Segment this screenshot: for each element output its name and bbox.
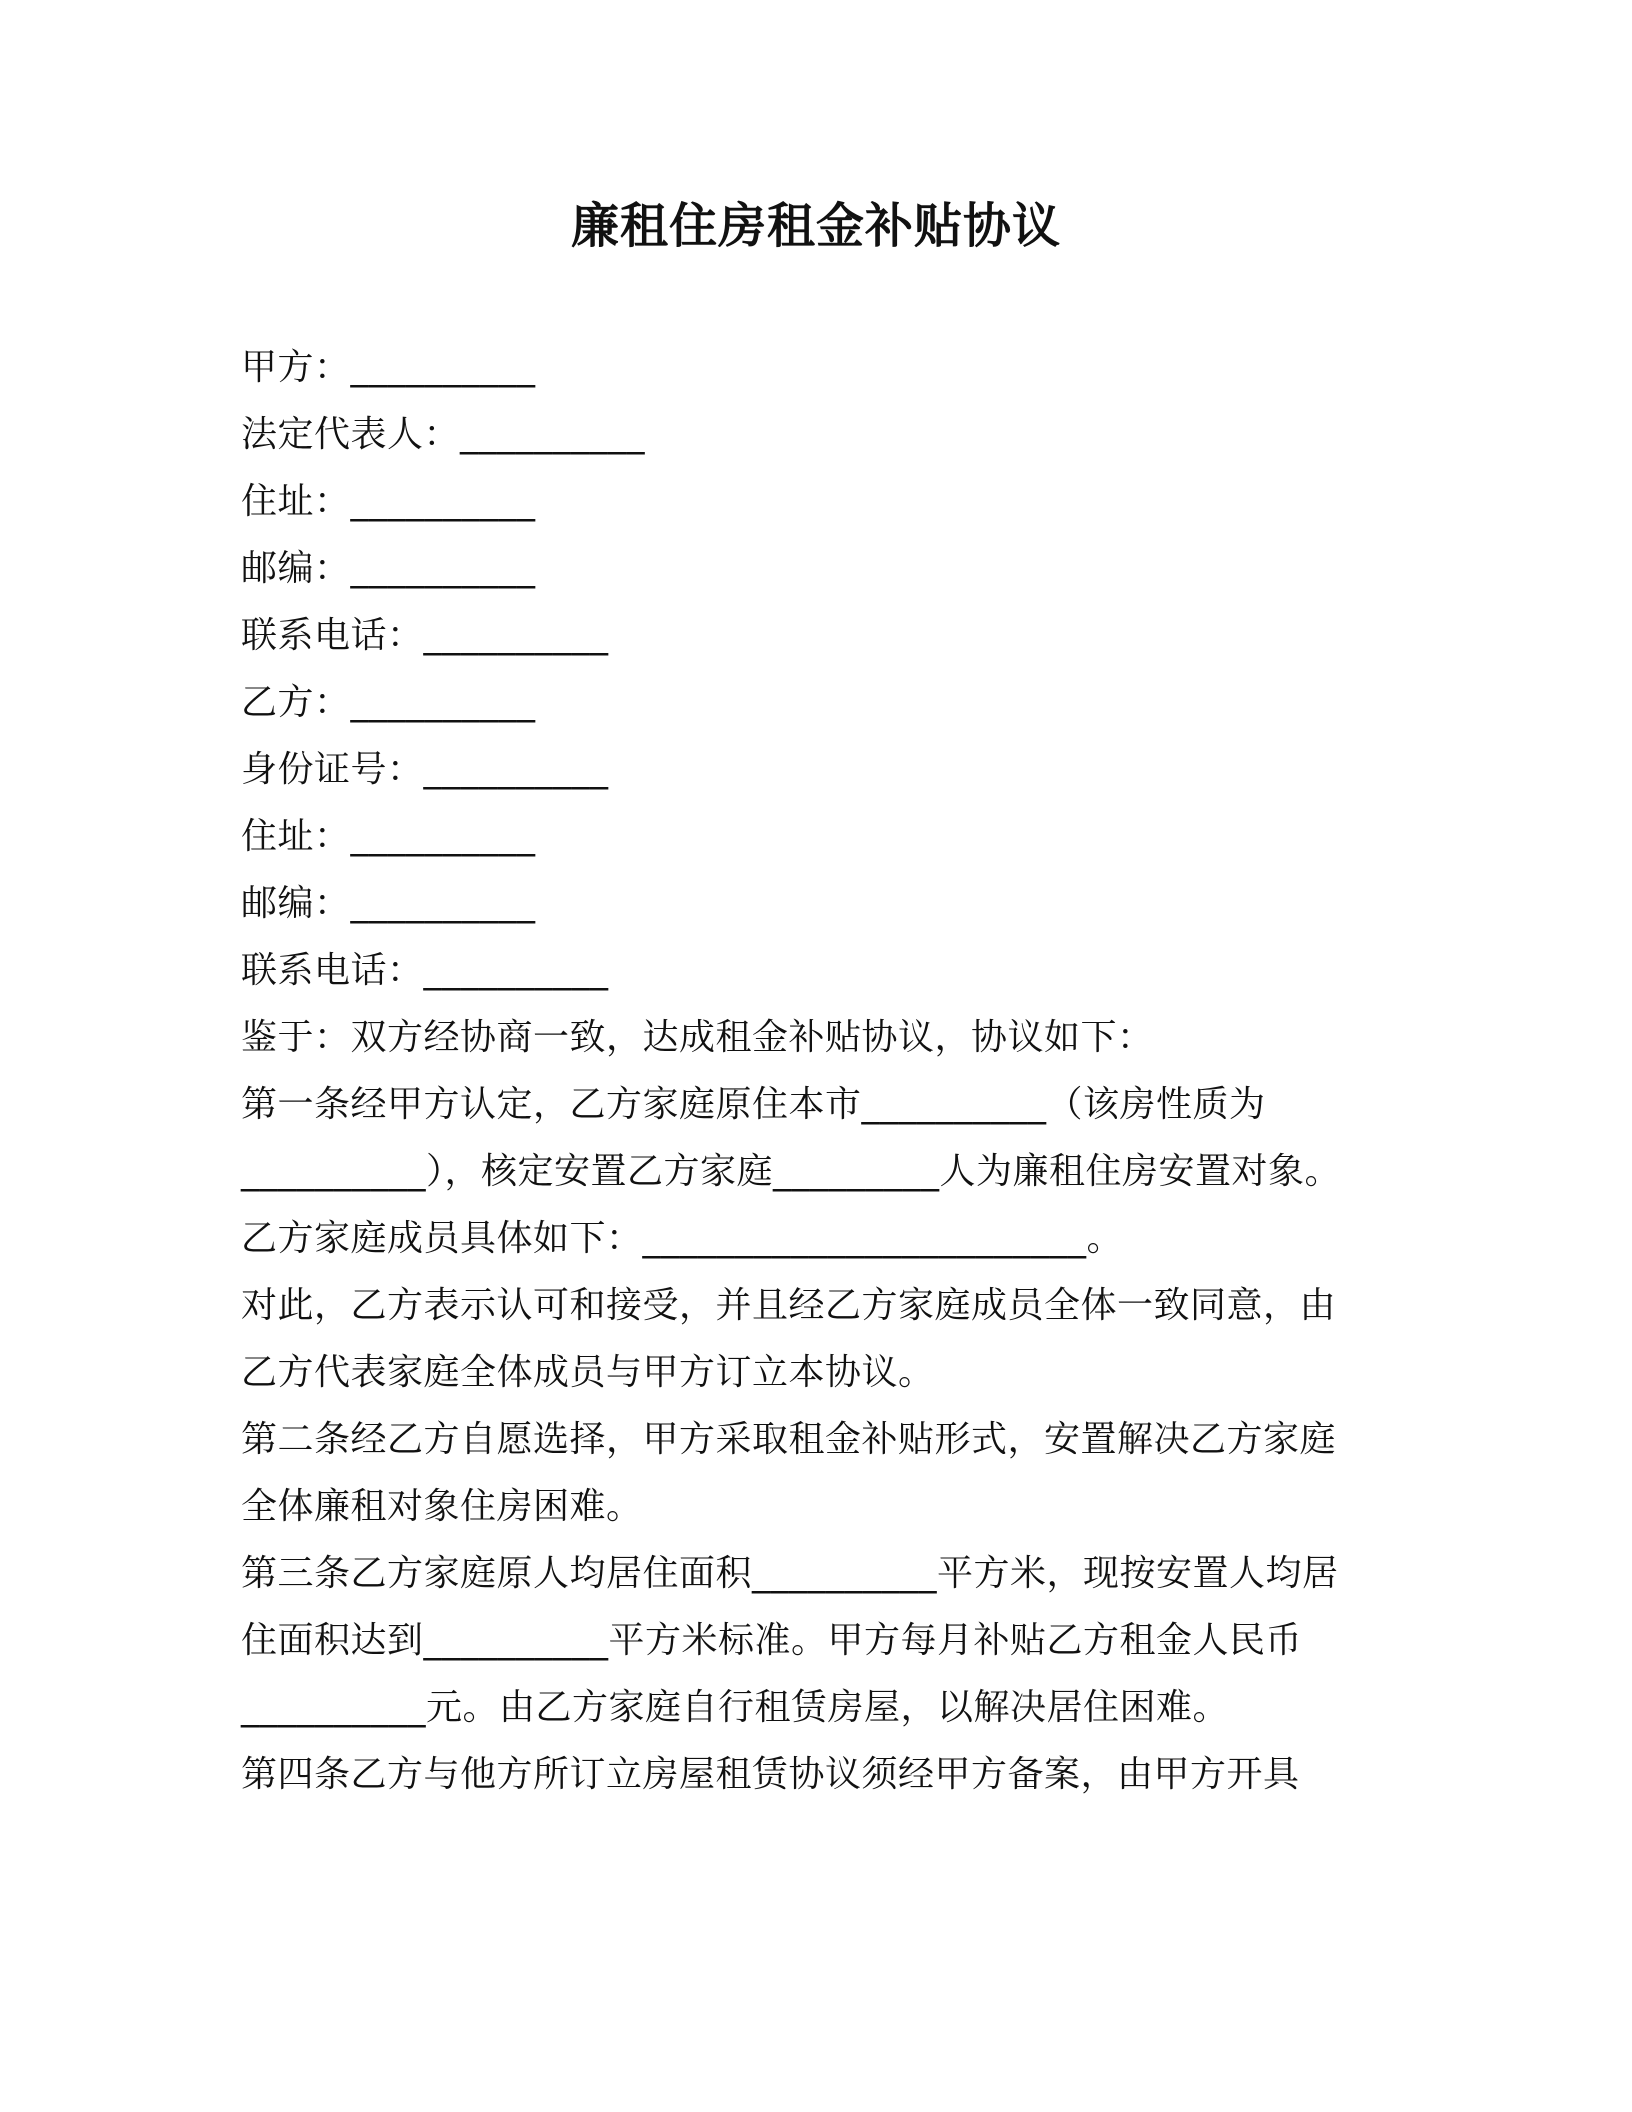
article-1-line-2: __________），核定安置乙方家庭_________人为廉租住房安置对象。 bbox=[241, 1151, 1342, 1192]
party-a-address-line: 住址：__________ bbox=[241, 481, 536, 522]
article-1-line-1: 第一条经甲方认定，乙方家庭原住本市__________（该房性质为 bbox=[241, 1084, 1266, 1125]
party-a-phone-line: 联系电话：__________ bbox=[241, 615, 609, 656]
article-1-consent-line-1: 对此，乙方表示认可和接受，并且经乙方家庭成员全体一致同意，由 bbox=[241, 1285, 1337, 1326]
article-3-line-1: 第三条乙方家庭原人均居住面积__________平方米，现按安置人均居 bbox=[241, 1553, 1339, 1594]
party-b-line: 乙方：__________ bbox=[241, 682, 536, 723]
party-b-address-line: 住址：__________ bbox=[241, 816, 536, 857]
document-title: 廉租住房租金补贴协议 bbox=[570, 198, 1061, 254]
party-b-postcode-line: 邮编：__________ bbox=[241, 883, 536, 924]
article-1-consent-line-2: 乙方代表家庭全体成员与甲方订立本协议。 bbox=[241, 1352, 935, 1393]
party-a-postcode-line: 邮编：__________ bbox=[241, 548, 536, 589]
party-a-line: 甲方：__________ bbox=[241, 347, 536, 388]
preamble-line: 鉴于：双方经协商一致，达成租金补贴协议，协议如下： bbox=[241, 1017, 1154, 1058]
article-3-line-2: 住面积达到__________平方米标准。甲方每月补贴乙方租金人民币 bbox=[241, 1620, 1303, 1661]
party-b-phone-line: 联系电话：__________ bbox=[241, 950, 609, 991]
article-2-line-1: 第二条经乙方自愿选择，甲方采取租金补贴形式，安置解决乙方家庭 bbox=[241, 1419, 1337, 1460]
article-1-members-line: 乙方家庭成员具体如下：________________________。 bbox=[241, 1218, 1124, 1259]
party-a-legal-rep-line: 法定代表人：__________ bbox=[241, 414, 646, 455]
article-3-line-3: __________元。由乙方家庭自行租赁房屋，以解决居住困难。 bbox=[241, 1687, 1230, 1728]
article-2-line-2: 全体廉租对象住房困难。 bbox=[241, 1486, 643, 1527]
party-b-id-line: 身份证号：__________ bbox=[241, 749, 609, 790]
article-4-line-1: 第四条乙方与他方所订立房屋租赁协议须经甲方备案，由甲方开具 bbox=[241, 1754, 1300, 1795]
